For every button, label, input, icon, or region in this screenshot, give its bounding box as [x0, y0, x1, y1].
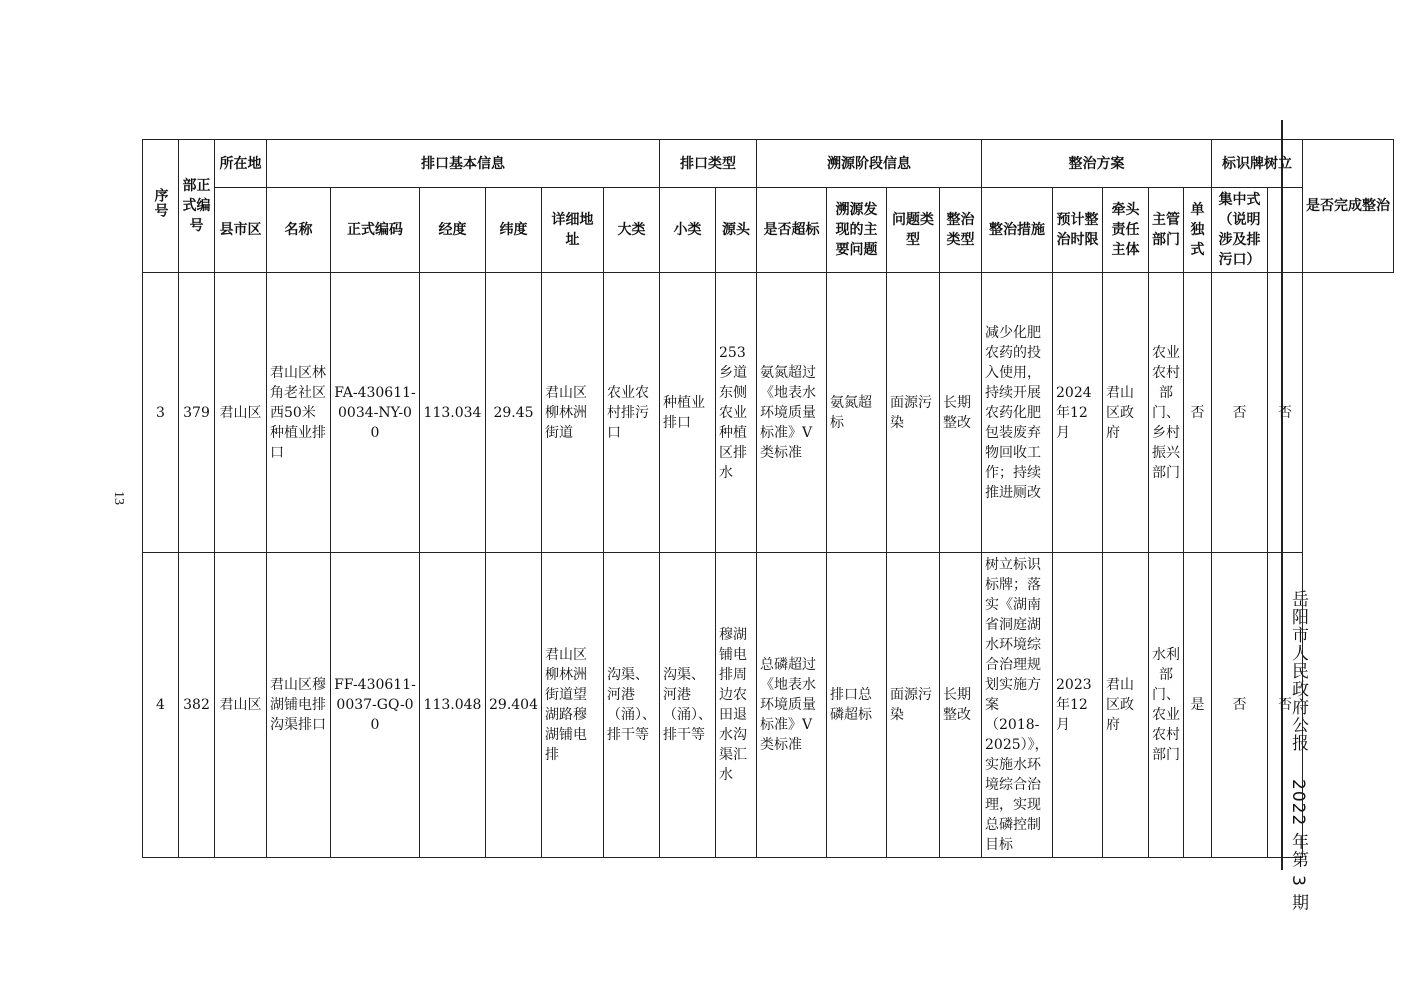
- cell-seq: 3: [143, 273, 179, 553]
- outlet-table: [142, 139, 1394, 858]
- cell-supervisor: 水利部门、农业农村部门: [1149, 553, 1184, 858]
- cell-code: 382: [179, 553, 215, 858]
- cell-completed: 否: [1268, 273, 1303, 553]
- col-lead-header: 牵头责任主体: [1103, 188, 1149, 273]
- cell-minor: 种植业排口: [660, 273, 716, 553]
- cell-completed: 否: [1268, 553, 1303, 858]
- table-row: [143, 273, 1394, 553]
- cell-exceeds: 总磷超过《地表水环境质量标准》V类标准: [757, 553, 827, 858]
- cell-exceeds: 氨氮超过《地表水环境质量标准》V类标准: [757, 273, 827, 553]
- cell-latitude: 29.404: [486, 553, 542, 858]
- col-location-header: 所在地: [215, 140, 267, 188]
- col-sign-single-header: 单独式: [1184, 188, 1212, 273]
- cell-code: 379: [179, 273, 215, 553]
- bulletin-issue: 2022 年第 3 期: [1288, 778, 1308, 912]
- col-supervisor-header: 主管部门: [1149, 188, 1184, 273]
- cell-major: 农业农村排污口: [604, 273, 660, 553]
- col-measures-header: 整治措施: [982, 188, 1053, 273]
- header-row-2: [143, 188, 1394, 273]
- header-row-1: [143, 140, 1394, 188]
- col-major-header: 大类: [604, 188, 660, 273]
- cell-problem-type: 面源污染: [887, 273, 940, 553]
- col-deadline-header: 预计整治时限: [1053, 188, 1103, 273]
- cell-deadline: 2023年12月: [1053, 553, 1103, 858]
- table-row: [143, 553, 1394, 858]
- col-address-header: 详细地址: [542, 188, 604, 273]
- cell-minor: 沟渠、河港（涌）、排干等: [660, 553, 716, 858]
- col-sign-central-header: 集中式（说明涉及排污口）: [1212, 188, 1268, 273]
- cell-problems: 氨氮超标: [827, 273, 887, 553]
- col-plan-type-header: 整治类型: [940, 188, 982, 273]
- cell-source: 穆湖铺电排周边农田退水沟渠汇水: [716, 553, 757, 858]
- cell-measures: 减少化肥农药的投入使用，持续开展农药化肥包装废弃物回收工作；持续推进厕改: [982, 273, 1053, 553]
- cell-measures: 树立标识标牌；落实《湖南省洞庭湖水环境综合治理规划实施方案（2018-2025）》，实施水环境综合治理，实现总磷控制目标: [982, 553, 1053, 858]
- group-outlet-type-header: 排口类型: [660, 140, 757, 188]
- cell-county: 君山区: [215, 273, 267, 553]
- col-longitude-header: 经度: [420, 188, 486, 273]
- col-formal-code-header: 正式编码: [331, 188, 420, 273]
- col-code-header: 部正式编号: [179, 140, 215, 273]
- col-completed-header: 是否完成整治: [1303, 140, 1394, 273]
- group-trace-header: 溯源阶段信息: [757, 140, 982, 188]
- col-exceeds-header: 是否超标: [757, 188, 827, 273]
- cell-lead: 君山区政府: [1103, 553, 1149, 858]
- group-sign-header: 标识牌树立: [1212, 140, 1303, 188]
- cell-county: 君山区: [215, 553, 267, 858]
- cell-longitude: 113.048: [420, 553, 486, 858]
- col-name-header: 名称: [267, 188, 331, 273]
- cell-formal-code: FA-430611-0034-NY-00: [331, 273, 420, 553]
- col-source-header: 源头: [716, 188, 757, 273]
- cell-latitude: 29.45: [486, 273, 542, 553]
- bulletin-title: 岳阳市人民政府公报: [1288, 590, 1308, 752]
- cell-plan-type: 长期整改: [940, 553, 982, 858]
- col-county-header: 县市区: [215, 188, 267, 273]
- cell-problems: 排口总磷超标: [827, 553, 887, 858]
- group-basic-info-header: 排口基本信息: [267, 140, 660, 188]
- cell-sign-single: 是: [1184, 553, 1212, 858]
- cell-problem-type: 面源污染: [887, 553, 940, 858]
- cell-supervisor: 农业农村部门、乡村振兴部门: [1149, 273, 1184, 553]
- group-plan-header: 整治方案: [982, 140, 1212, 188]
- cell-name: 君山区林角老社区西50米种植业排口: [267, 273, 331, 553]
- cell-plan-type: 长期整改: [940, 273, 982, 553]
- col-latitude-header: 纬度: [486, 188, 542, 273]
- cell-sign-central: 否: [1212, 273, 1268, 553]
- col-minor-header: 小类: [660, 188, 716, 273]
- cell-address: 君山区柳林洲街道望湖路穆湖铺电排: [542, 553, 604, 858]
- cell-source: 253乡道东侧农业种植区排水: [716, 273, 757, 553]
- cell-major: 沟渠、河港（涌）、排干等: [604, 553, 660, 858]
- cell-sign-central: 否: [1212, 553, 1268, 858]
- cell-seq: 4: [143, 553, 179, 858]
- cell-sign-single: 否: [1184, 273, 1212, 553]
- cell-deadline: 2024年12月: [1053, 273, 1103, 553]
- cell-longitude: 113.034: [420, 273, 486, 553]
- col-problems-header: 溯源发现的主要问题: [827, 188, 887, 273]
- cell-formal-code: FF-430611-0037-GQ-00: [331, 553, 420, 858]
- cell-lead: 君山区政府: [1103, 273, 1149, 553]
- page-number: 13: [111, 491, 126, 505]
- cell-name: 君山区穆湖铺电排沟渠排口: [267, 553, 331, 858]
- col-problem-type-header: 问题类型: [887, 188, 940, 273]
- cell-address: 君山区柳林洲街道: [542, 273, 604, 553]
- col-seq-header: 序号: [143, 140, 179, 273]
